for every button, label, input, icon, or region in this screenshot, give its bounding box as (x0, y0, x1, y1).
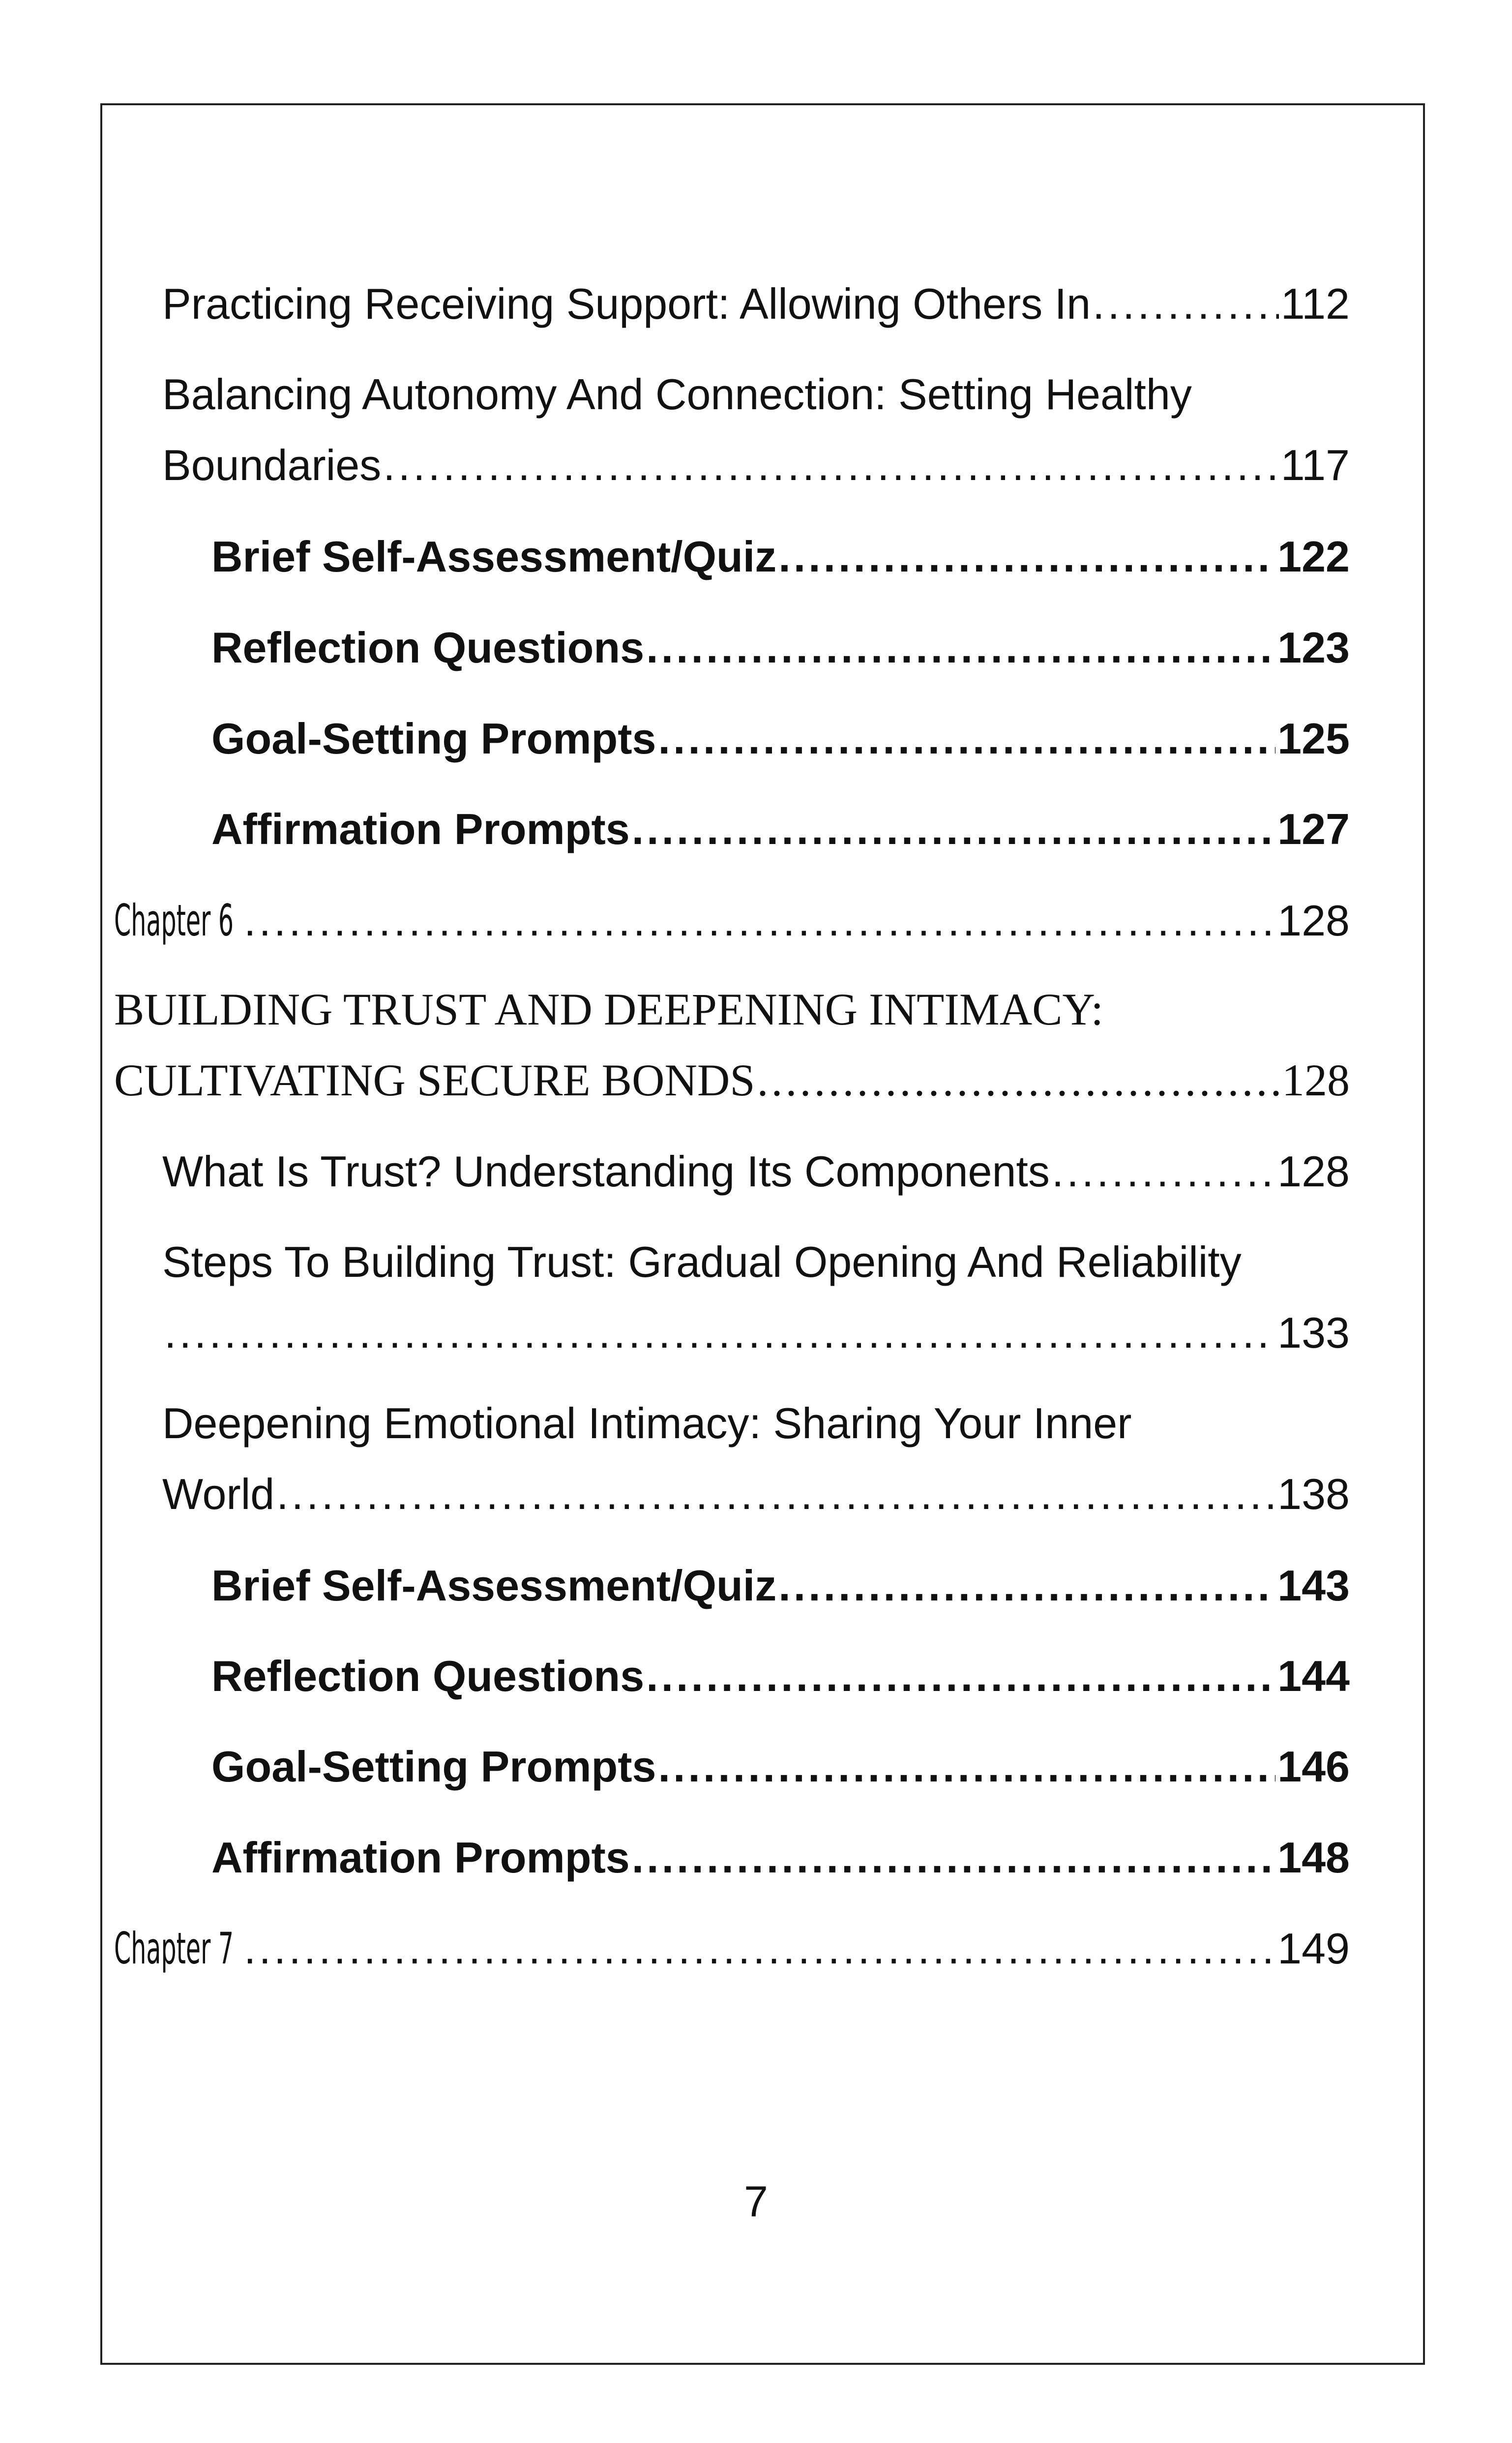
toc-entry-title: What Is Trust? Understanding Its Components (162, 1147, 1050, 1196)
toc-leader-dots (383, 430, 1279, 501)
toc-page-number: 138 (1277, 1470, 1350, 1518)
toc-entry-title: Balancing Autonomy And Connection: Setting Healthy (162, 370, 1192, 419)
toc-page-number: 122 (1277, 532, 1350, 581)
toc-page-number: 117 (1280, 441, 1350, 489)
toc-leader-dots (1093, 269, 1279, 339)
toc-entry[interactable] (211, 703, 1350, 774)
toc-page-number: 112 (1280, 279, 1350, 328)
toc-leader-dots (164, 1297, 1275, 1368)
toc-entry-title: Brief Self-Assessment/Quiz (211, 1561, 777, 1610)
toc-leader-dots (244, 1913, 1275, 1984)
toc-entry[interactable] (211, 1731, 1350, 1802)
toc-chapter-entry[interactable] (114, 885, 1350, 956)
toc-entry-title: Affirmation Prompts (211, 805, 630, 853)
toc-entry-title: Goal-Setting Prompts (211, 714, 656, 763)
toc-page-number: 149 (1277, 1924, 1350, 1973)
toc-page-number: 143 (1277, 1561, 1350, 1610)
toc-entry[interactable] (162, 1136, 1350, 1207)
toc-entry[interactable] (211, 1822, 1350, 1893)
toc-leader-dots (658, 703, 1276, 774)
toc-page-number: 128 (1277, 1147, 1350, 1196)
toc-entry-title-continued: Boundaries (162, 441, 382, 489)
toc-chapter-entry[interactable] (114, 1913, 1350, 1984)
toc-leader-dots (757, 1045, 1280, 1116)
toc-page-number: 133 (1277, 1308, 1350, 1357)
toc-chapter-title: Chapter 7 (114, 1923, 234, 1974)
toc-entry[interactable] (162, 359, 1350, 501)
toc-entry-title-continued: World (162, 1470, 275, 1518)
toc-entry-title: Reflection Questions (211, 1652, 645, 1700)
toc-page-number: 127 (1277, 805, 1350, 853)
toc-entry[interactable] (162, 1227, 1350, 1368)
toc-chapter-heading-title-continued: CULTIVATING SECURE BONDS (114, 1055, 755, 1105)
toc-entry[interactable] (211, 1550, 1350, 1621)
toc-leader-dots (778, 521, 1275, 592)
toc-entry[interactable] (211, 1641, 1350, 1712)
toc-entry-title: Goal-Setting Prompts (211, 1742, 656, 1791)
toc-page-number: 146 (1277, 1742, 1350, 1791)
toc-entry-title: Steps To Building Trust: Gradual Opening And Reliability (162, 1237, 1242, 1286)
toc-leader-dots (632, 794, 1275, 865)
toc-page-number: 128 (1282, 1055, 1350, 1105)
toc-leader-dots (276, 1459, 1275, 1530)
toc-entry-title: Brief Self-Assessment/Quiz (211, 532, 777, 581)
page-number: 7 (744, 2177, 768, 2226)
toc-leader-dots (646, 1641, 1275, 1712)
toc-leader-dots (778, 1550, 1275, 1621)
toc-leader-dots (1052, 1136, 1275, 1207)
toc-entry[interactable] (211, 794, 1350, 865)
toc-chapter-heading-title: BUILDING TRUST AND DEEPENING INTIMACY: (114, 984, 1104, 1034)
toc-entry[interactable] (162, 1388, 1350, 1530)
toc-leader-dots (244, 885, 1275, 956)
toc-entry[interactable] (162, 269, 1350, 339)
toc-page-number: 128 (1277, 896, 1350, 945)
toc-page-number: 125 (1277, 714, 1350, 763)
toc-entry-title: Practicing Receiving Support: Allowing Others In (162, 279, 1091, 328)
toc-leader-dots (632, 1822, 1275, 1893)
toc-entry-title: Deepening Emotional Intimacy: Sharing Your Inner (162, 1399, 1132, 1448)
toc-chapter-heading[interactable] (114, 974, 1350, 1116)
toc-page-number: 144 (1277, 1652, 1350, 1700)
toc-entry[interactable] (211, 521, 1350, 592)
toc-page-number: 123 (1277, 623, 1350, 672)
toc-entry-title: Reflection Questions (211, 623, 645, 672)
toc-entry[interactable] (211, 612, 1350, 683)
toc-chapter-title: Chapter 6 (114, 895, 234, 946)
toc-leader-dots (646, 612, 1275, 683)
toc-entry-title: Affirmation Prompts (211, 1833, 630, 1882)
toc-page-number: 148 (1277, 1833, 1350, 1882)
toc-leader-dots (658, 1731, 1276, 1802)
